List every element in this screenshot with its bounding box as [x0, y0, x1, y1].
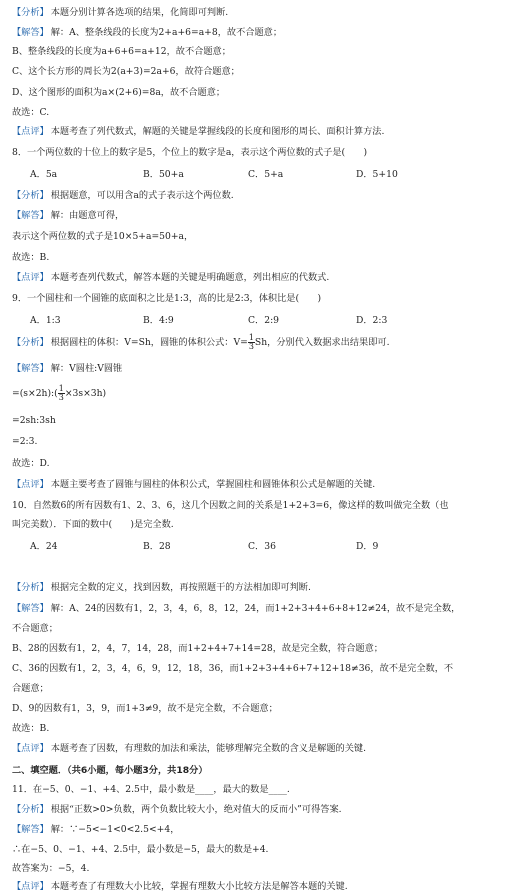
- q8-option-b: B．50+a: [143, 169, 184, 180]
- q10-answer: 【解答】 解：A、24的因数有1，2，3，4，6，8，12，24，而1+2+3+4+6+8+12≠24，故不是完全数，: [12, 603, 461, 614]
- q7-answer-line: B、整条线段的长度为a+6+6=a+12，故不合题意；: [12, 46, 231, 57]
- q9-comment: 【点评】 本题主要考查了圆锥与圆柱的体积公式，掌握圆柱和圆锥体积公式是解题的关键.: [12, 479, 376, 490]
- comment-tag: 【点评】: [12, 126, 49, 137]
- q10-answer-line: B、28的因数有1，2，4，7，14，28，而1+2+4+7+14=28，故是完全数，符合题意；: [12, 643, 383, 654]
- q9-stem: 9．一个圆柱和一个圆锥的底面积之比是1:3，高的比是2:3，体积比是( ): [12, 293, 322, 304]
- q10-stem-cont: 叫完美数）．下面的数中( )是完全数.: [12, 519, 174, 530]
- q7-comment: 【点评】 本题考查了列代数式，解题的关键是掌握线段的长度和图形的周长、面积计算方法.: [12, 126, 385, 137]
- q11-analysis: 【分析】 根据“正数>0>负数，两个负数比较大小，绝对值大的反而小”可得答案.: [12, 804, 342, 815]
- q9-option-c: C．2:9: [248, 315, 280, 326]
- q9-answer: 【解答】 解：V圆柱:V圆锥: [12, 363, 123, 374]
- fraction: $\frac{1}{3}$: [248, 333, 254, 351]
- q11-answer-line: ∴在−5、0、−1、+4、2.5中，最小数是−5，最大的数是+4.: [12, 844, 269, 855]
- q7-answer-line: D、这个图形的面积为a×(2+6)=8a，故不合题意；: [12, 87, 226, 98]
- q8-answer: 【解答】 解：由题意可得，: [12, 210, 125, 221]
- q11-comment: 【点评】 本题考查了有理数大小比较，掌握有理数大小比较方法是解答本题的关键.: [12, 881, 348, 892]
- q9-option-a: A．1:3: [30, 315, 61, 326]
- q8-option-d: D．5+10: [356, 169, 398, 180]
- q11-stem: 11．在−5、0、−1、+4、2.5中，最小数是____，最大的数是____.: [12, 784, 290, 795]
- q9-answer-line: 故选：D.: [12, 458, 50, 469]
- q10-answer-line: 不合题意；: [12, 623, 58, 634]
- q10-answer-line: C、36的因数有1，2，3，4，6，9，12，18，36，而1+2+3+4+6+7+12+18≠36，故不是完全数，不: [12, 663, 454, 674]
- q8-analysis: 【分析】 根据题意，可以用含a的式子表示这个两位数.: [12, 190, 234, 201]
- q10-answer-line: D、9的因数有1，3，9，而1+3≠9，故不是完全数，不合题意；: [12, 703, 278, 714]
- q10-answer-line: 故选：B.: [12, 723, 50, 734]
- q10-stem: 10．自然数6的所有因数有1、2、3、6，这几个因数之间的关系是1+2+3=6，像这样的数叫做完全数（也: [12, 500, 449, 511]
- q9-option-d: D．2:3: [356, 315, 388, 326]
- q9-analysis: 【分析】 根据圆柱的体积：V=Sh，圆锥的体积公式：V= $\frac{1}{3}$ Sh，分别代入数据求出结果即可.: [12, 333, 390, 351]
- q8-stem: 8．一个两位数的十位上的数字是5，个位上的数字是a，表示这个两位数的式子是( ): [12, 147, 368, 158]
- q11-answer: 【解答】 解：∵−5<−1<0<2.5<+4，: [12, 824, 180, 835]
- q9-answer-line: =(s×2h):( $\frac{1}{3}$ ×3s×3h): [12, 384, 107, 402]
- q9-option-b: B．4:9: [143, 315, 174, 326]
- q10-answer-line: 合题意；: [12, 683, 49, 694]
- q9-answer-line: =2:3.: [12, 436, 38, 447]
- q7-answer-line: C、这个长方形的周长为2(a+3)=2a+6，故符合题意；: [12, 66, 240, 77]
- q8-comment: 【点评】 本题考查列代数式，解答本题的关键是明确题意，列出相应的代数式.: [12, 272, 330, 283]
- q10-analysis: 【分析】 根据完全数的定义，找到因数，再按照题干的方法相加即可判断.: [12, 582, 311, 593]
- q10-option-d: D．9: [356, 541, 379, 552]
- q8-option-c: C．5+a: [248, 169, 284, 180]
- q10-option-c: C．36: [248, 541, 276, 552]
- q8-answer-line: 故选：B.: [12, 252, 50, 263]
- q9-answer-line: =2sh:3sh: [12, 415, 56, 426]
- analysis-tag: 【分析】: [12, 7, 49, 18]
- q8-answer-line: 表示这个两位数的式子是10×5+a=50+a，: [12, 231, 194, 242]
- q8-option-a: A．5a: [30, 169, 58, 180]
- q11-answer-line: 故答案为：−5，4.: [12, 863, 90, 874]
- q7-answer: 【解答】 解：A、整条线段的长度为2+a+6=a+8，故不合题意；: [12, 27, 283, 38]
- answer-tag: 【解答】: [12, 27, 49, 38]
- q7-answer-line: 故选：C.: [12, 107, 50, 118]
- fraction: $\frac{1}{3}$: [58, 384, 64, 402]
- section-title: 二、填空题．（共6小题，每小题3分，共18分）: [12, 765, 208, 776]
- q10-option-b: B．28: [143, 541, 171, 552]
- q10-option-a: A．24: [30, 541, 58, 552]
- q7-analysis: 【分析】 本题分别计算各选项的结果，化简即可判断.: [12, 7, 229, 18]
- q10-comment: 【点评】 本题考查了因数，有理数的加法和乘法，能够理解完全数的含义是解题的关键.: [12, 743, 367, 754]
